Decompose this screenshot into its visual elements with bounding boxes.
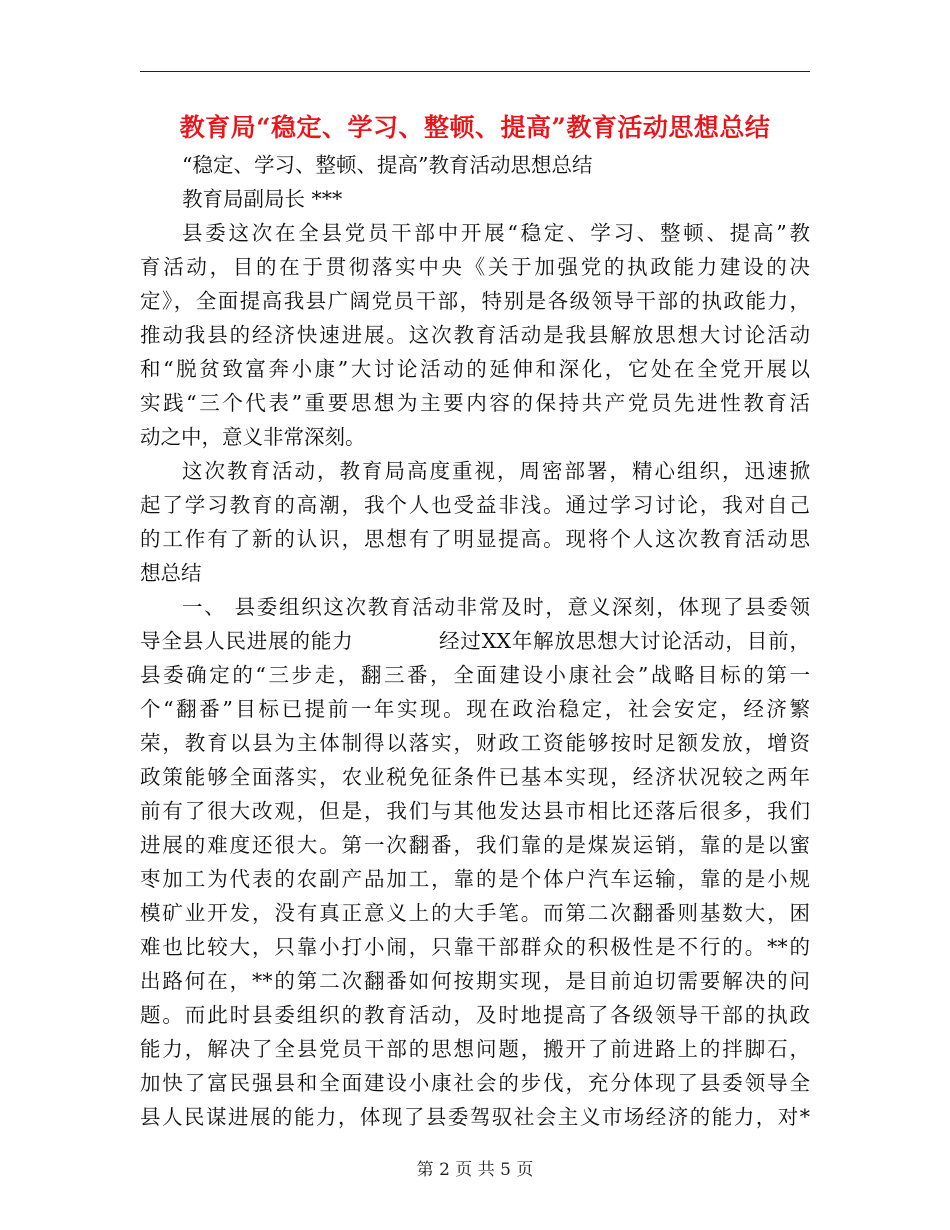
header-rule [140,71,810,72]
text-line: 进展的难度还很大。第一次翻番，我们靠的是煤炭运销，靠的是以蜜 [140,833,810,857]
text-line: 县委这次在全县党员干部中开展“稳定、学习、整顿、提高”教 [182,221,810,245]
text-line: 起了学习教育的高潮，我个人也受益非浅。通过学习讨论，我对自己 [140,493,810,517]
text-line: 枣加工为代表的农副产品加工，靠的是个体户汽车运输，靠的是小规 [140,867,810,891]
text-line: 和“脱贫致富奔小康”大讨论活动的延伸和深化，它处在全党开展以 [140,357,810,381]
text-line: 实践“三个代表”重要思想为主要内容的保持共产党员先进性教育活 [140,391,810,415]
text-line: 导全县人民进展的能力 经过XX年解放思想大讨论活动，目前， [140,629,810,653]
text-line: 荣，教育以县为主体制得以落实，财政工资能够按时足额发放，增资 [140,731,810,755]
text-line: 加快了富民强县和全面建设小康社会的步伐，充分体现了县委领导全 [140,1071,810,1095]
text-line: 定》，全面提高我县广阔党员干部，特别是各级领导干部的执政能力， [140,289,810,313]
document-body [140,148,810,1134]
text-line: “稳定、学习、整顿、提高”教育活动思想总结 [182,153,593,177]
text-line: 难也比较大，只靠小打小闹，只靠干部群众的积极性是不行的。**的 [140,935,810,959]
text-line: 一、 县委组织这次教育活动非常及时，意义深刻，体现了县委领 [182,595,810,619]
text-line: 县人民谋进展的能力，体现了县委驾驭社会主义市场经济的能力，对* [140,1105,810,1129]
text-line: 题。而此时县委组织的教育活动，及时地提高了各级领导干部的执政 [140,1003,810,1027]
text-line: 推动我县的经济快速进展。这次教育活动是我县解放思想大讨论活动 [140,323,810,347]
text-line: 出路何在，**的第二次翻番如何按期实现，是目前迫切需要解决的问 [140,969,810,993]
text-line: 这次教育活动，教育局高度重视，周密部署，精心组织，迅速掀 [182,459,810,483]
text-line: 能力，解决了全县党员干部的思想问题，搬开了前进路上的拌脚石， [140,1037,810,1061]
text-line: 育活动，目的在于贯彻落实中央《关于加强党的执政能力建设的决 [140,255,810,279]
document-title: 教育局“稳定、学习、整顿、提高”教育活动思想总结 [179,113,771,142]
text-line: 教育局副局长 *** [182,187,343,211]
text-line: 模矿业开发，没有真正意义上的大手笔。而第二次翻番则基数大，困 [140,901,810,925]
text-line: 政策能够全面落实，农业税免征条件已基本实现，经济状况较之两年 [140,765,810,789]
text-line: 县委确定的“三步走，翻三番，全面建设小康社会”战略目标的第一 [140,663,810,687]
text-line: 动之中，意义非常深刻。 [140,425,366,449]
text-line: 个“翻番”目标已提前一年实现。现在政治稳定，社会安定，经济繁 [140,697,810,721]
text-line: 的工作有了新的认识，思想有了明显提高。现将个人这次教育活动思 [140,527,810,551]
text-line: 想总结 [140,561,202,585]
text-line: 前有了很大改观，但是，我们与其他发达县市相比还落后很多，我们 [140,799,810,823]
page-number-footer: 第 2 页 共 5 页 [416,1160,534,1180]
